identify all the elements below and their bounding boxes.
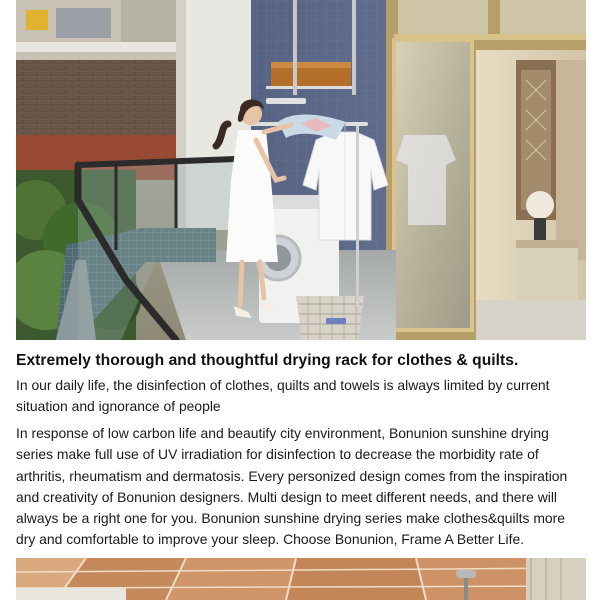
balcony-photo bbox=[16, 0, 586, 340]
headline: Extremely thorough and thoughtful drying rack for clothes & quilts. bbox=[16, 352, 519, 369]
intro-paragraph: In our daily life, the disinfection of clothes, quilts and towels is always limited by current situation and ignorance of people bbox=[16, 377, 550, 415]
ceiling-rack-photo bbox=[16, 558, 586, 600]
description-paragraph: In response of low carbon life and beautify city environment, Bonunion sunshine drying series make full use of UV irradiation for disinfection to decrease the morbidity rate of arthritis, rheumatism and dermatosis. Every personized design comes from the inspiration and creativity of Bonunion designers. Multi design to meet different needs, and there will always be a right one for you. Bonunion sunshine drying series make clothes&quilts more dry and comfortable to improve your sleep. Choose Bonunion, Frame A Better Life. bbox=[16, 425, 568, 548]
